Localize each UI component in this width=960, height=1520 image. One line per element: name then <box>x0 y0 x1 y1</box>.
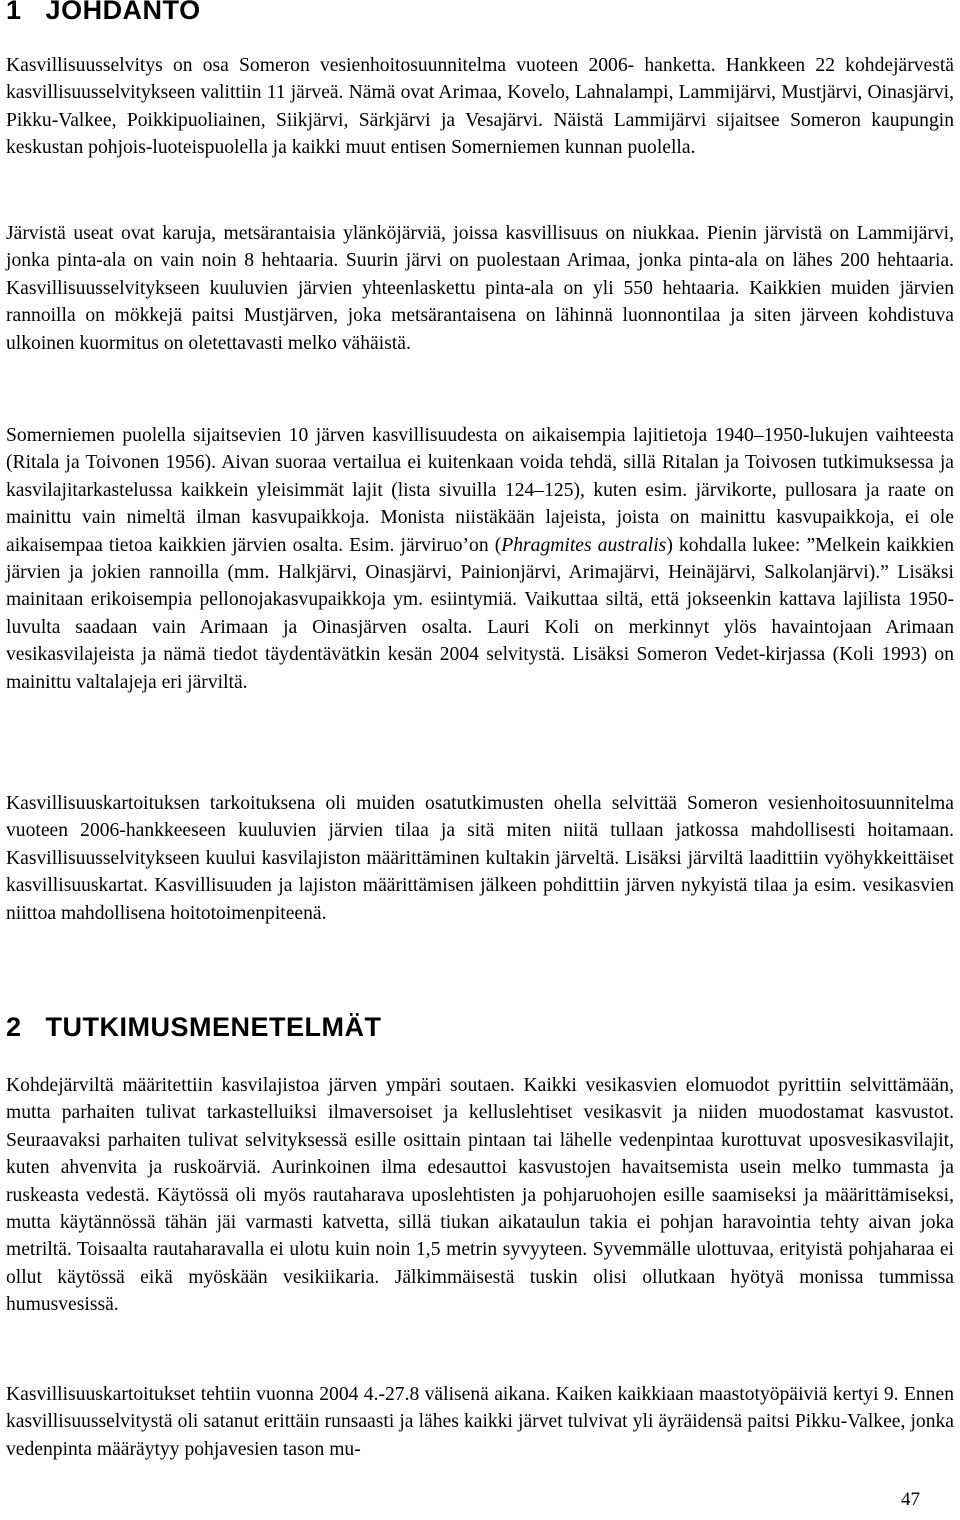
paragraph-text: Somerniemen puolella sijaitsevien 10 järven kasvillisuudesta on aikaisempia lajitietoja 1940–1950-lukujen vaihteesta (Ritala ja Toivonen 1956). Aivan suoraa vertailua ei kuitenkaan voida tehdä, sillä Ritalan ja Toivosen tutkimuksessa ja kasvilajitarkastelussa kaikkein yleisimmät lajit (lista sivuilla 124–125), kuten esim. järvikorte, pullosara ja raate on mainittu vain nimeltä ilman kasvupaikkoja. Monista niistäkään lajeista, joista on mainittu kasvupaikkoja, ei ole aikaisempaa tietoa kaikkien järvien osalta. Esim. järviruo’on ( <box>6 425 954 556</box>
section-number: 2 <box>6 1012 22 1042</box>
section-heading-2 <box>6 1013 382 1041</box>
paragraph: Kasvillisuusselvitys on osa Someron vesienhoitosuunnitelma vuoteen 2006- hanketta. Hankkeen 22 kohdejärvestä kasvillisuusselvitykseen valittiin 11 järveä. Nämä ovat Arimaa, Kovelo, Lahnalampi, Lammijärvi, Mustjärvi, Oinasjärvi, Pikku-Valkee, Poikkipuoliainen, Siikjärvi, Särkjärvi ja Vesajärvi. Näistä Lammijärvi sijaitsee Someron kaupungin keskustan pohjois-luoteispuolella ja kaikki muut entisen Somerniemen kunnan puolella. <box>6 55 954 159</box>
section-number: 1 <box>6 0 22 25</box>
paragraph-text: ) kohdalla lukee: ”Melkein kaikkien järvien ja jokien rannoilla (mm. Halkjärvi, Oinasjärvi, Painionjärvi, Arimajärvi, Heinäjärvi, Salkolanjärvi).” Lisäksi mainitaan erikoisempia pellonojakasvupaikkoja ym. esiintymiä. Vaikuttaa siltä, että jokseenkin kattava lajilista 1950-luvulta saadaan vain Arimaan ja Oinasjärven osalta. Lauri Koli on merkinnyt ylös havaintojaan Arimaan vesikasvilajeista ja nämä tiedot täydentävätkin kesän 2004 selvitystä. Lisäksi Someron Vedet-kirjassa (Koli 1993) on mainittu valtalajeja eri järviltä. <box>6 534 954 693</box>
page-number: 47 <box>901 1489 920 1510</box>
paragraph: Kohdejärviltä määritettiin kasvilajistoa järven ympäri soutaen. Kaikki vesikasvien elomuodot pyrittiin selvittämään, mutta parhaiten tulivat tarkastelluiksi ilmaversoiset ja kelluslehtiset vesikasvit ja niiden muodostamat kasvustot. Seuraavaksi parhaiten tulivat selvityksessä esille osittain pintaan tai lähelle vedenpintaa kurottuvat uposvesikasvilajit, kuten ahvenvita ja ruskoärviä. Aurinkoinen ilma edesauttoi kasvustojen havaitsemista usein melko tummasta ja ruskeasta vedestä. Käytössä oli myös rautaharava uposlehtisten ja pohjaruohojen esille saamiseksi ja määrittämiseksi, mutta käytännössä tähän jäi varmasti katvetta, sillä tiukan aikataulun takia ei pohjan haravointia tehty aivan joka metriltä. Toisaalta rautaharavalla ei ulotu kuin noin 1,5 metrin syvyyteen. Syvemmälle ulottuvaa, erityistä pohjaharaa ei ollut käytössä eikä myöskään vesikiikaria. Jälkimmäisestä tuskin olisi ollutkaan hyötyä monissa tummissa humusvesissä. <box>6 1075 954 1316</box>
section-title: TUTKIMUSMENETELMÄT <box>45 1012 382 1042</box>
species-name: Phragmites australis <box>501 534 667 556</box>
section-title: JOHDANTO <box>45 0 201 25</box>
paragraph: Kasvillisuuskartoituksen tarkoituksena oli muiden osatutkimusten ohella selvittää Someron vesienhoitosuunnitelma vuoteen 2006-hankkeeseen kuuluvien järvien tilaa ja sitä miten niitä tullaan jatkossa mahdollisesti hoitamaan. Kasvillisuusselvitykseen kuului kasvilajiston määrittäminen kultakin järveltä. Lisäksi järviltä laadittiin vyöhykkeittäiset kasvillisuuskartat. Kasvillisuuden ja lajiston määrittämisen jälkeen pohdittiin järven nykyistä tilaa ja esim. vesikasvien niittoa mahdollisena hoitotoimenpiteenä. <box>6 793 954 924</box>
paragraph: Kasvillisuuskartoitukset tehtiin vuonna 2004 4.-27.8 välisenä aikana. Kaiken kaikkiaan maastotyöpäiviä kertyi 9. Ennen kasvillisuusselvitystä oli satanut erittäin runsaasti ja lähes kaikki järvet tulvivat yli äyräidensä paitsi Pikku-Valkee, jonka vedenpinta määräytyy pohjavesien tason mu- <box>6 1384 954 1460</box>
paragraph <box>6 422 954 696</box>
section-heading-1 <box>6 0 201 24</box>
paragraph: Järvistä useat ovat karuja, metsärantaisia ylänköjärviä, joissa kasvillisuus on niukkaa. Pienin järvistä on Lammijärvi, jonka pinta-ala on vain noin 8 hehtaaria. Suurin järvi on puolestaan Arimaa, jonka pinta-ala on lähes 200 hehtaaria. Kasvillisuusselvitykseen kuuluvien järvien yhteenlaskettu pinta-ala on yli 550 hehtaaria. Kaikkien muiden järvien rannoilla on mökkejä paitsi Mustjärven, joka metsärantaisena on lähinnä luonnontilaa ja siten järveen kohdistuva ulkoinen kuormitus on oletettavasti melko vähäistä. <box>6 223 954 354</box>
